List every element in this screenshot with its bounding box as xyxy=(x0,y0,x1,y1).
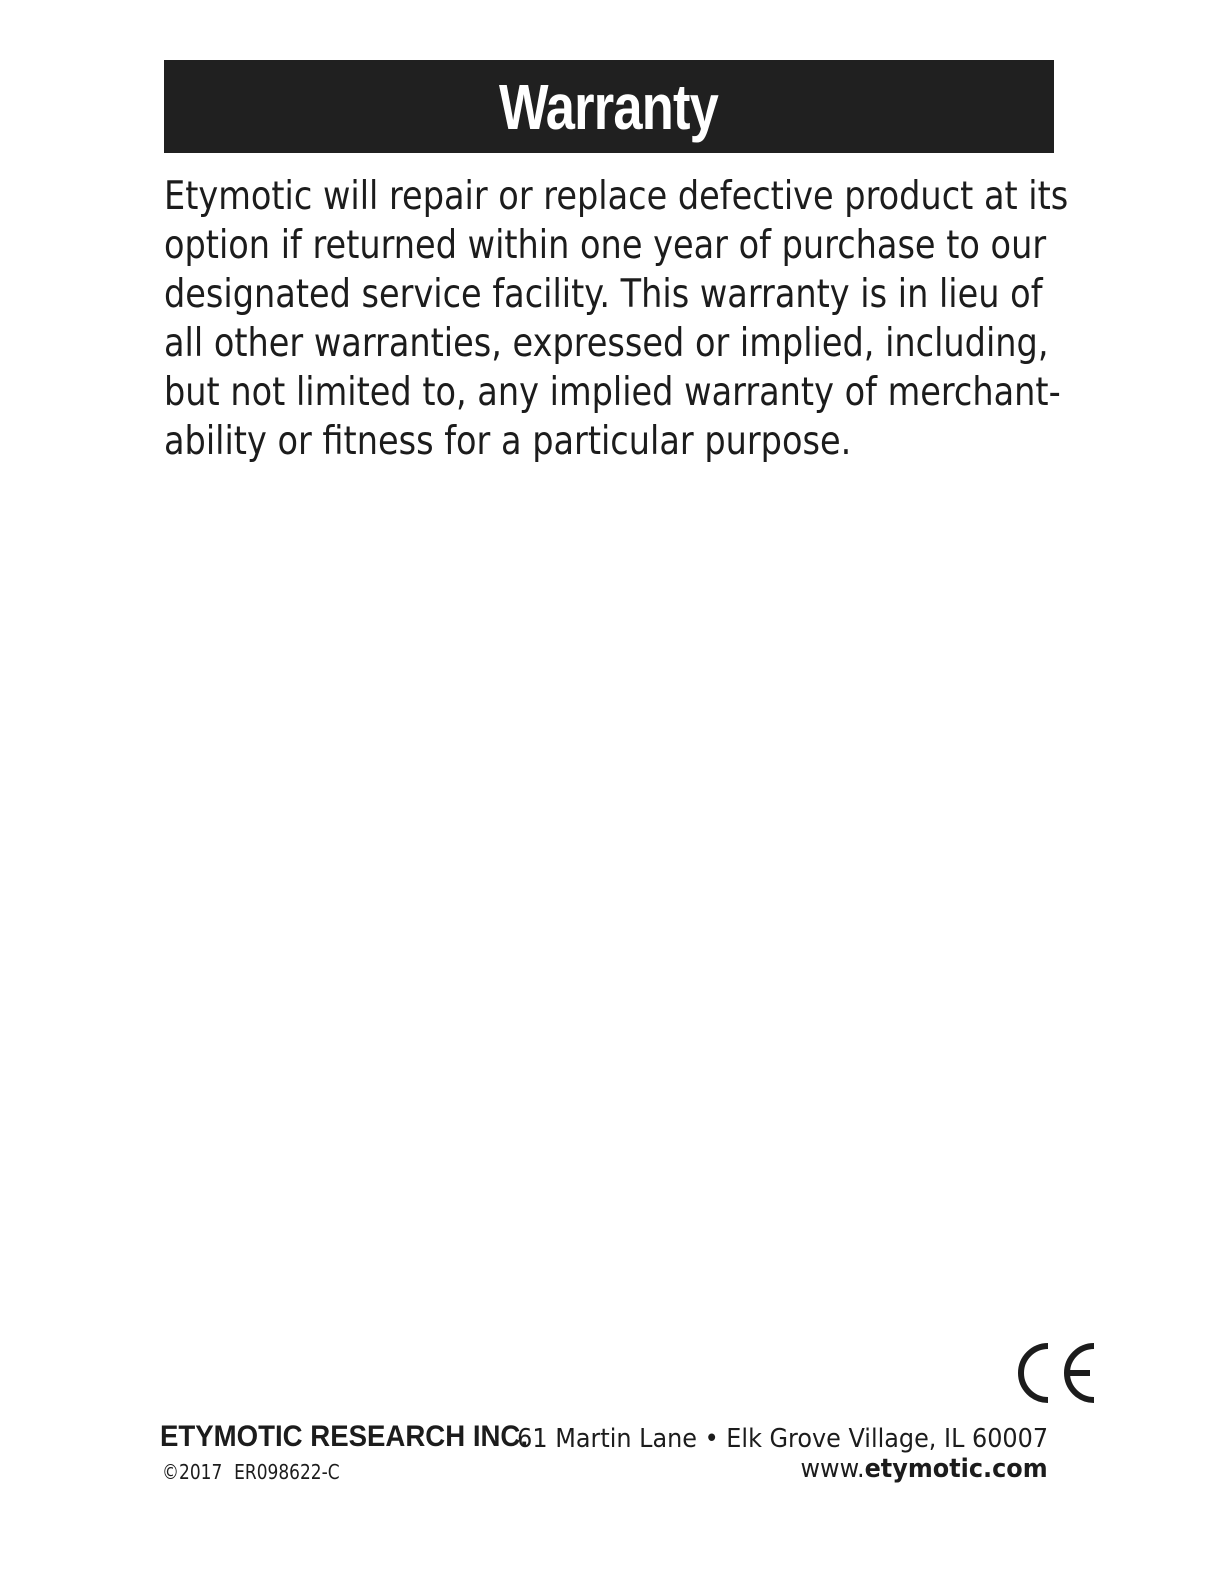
warranty-text-line: ability or fitness for a particular purpose. xyxy=(164,419,852,464)
warranty-text-line: all other warranties, expressed or implied, including, xyxy=(164,321,1049,366)
website-link[interactable] xyxy=(801,1454,1048,1484)
page-title: Warranty xyxy=(499,70,719,143)
warranty-text-line: but not limited to, any implied warranty of merchant- xyxy=(164,370,1061,415)
company-address: 61 Martin Lane • Elk Grove Village, IL 60007 xyxy=(517,1424,1048,1454)
copyright-line xyxy=(162,1460,340,1484)
document-code: ER098622-C xyxy=(234,1460,340,1484)
ce-mark-icon xyxy=(1010,1338,1100,1408)
copyright-year: ©2017 xyxy=(162,1460,223,1484)
ce-mark-c xyxy=(1021,1346,1048,1400)
website-prefix: www. xyxy=(800,1454,865,1484)
ce-mark-e xyxy=(1067,1346,1094,1400)
warranty-header-bar xyxy=(164,60,1054,153)
website-domain: etymotic.com xyxy=(864,1454,1048,1484)
company-name: ETYMOTIC RESEARCH INC. xyxy=(160,1420,529,1453)
warranty-text xyxy=(164,172,1069,466)
warranty-text-line: Etymotic will repair or replace defective product at its xyxy=(164,174,1069,219)
warranty-text-line: designated service facility. This warranty is in lieu of xyxy=(164,272,1043,317)
warranty-text-line: option if returned within one year of purchase to our xyxy=(164,223,1047,268)
